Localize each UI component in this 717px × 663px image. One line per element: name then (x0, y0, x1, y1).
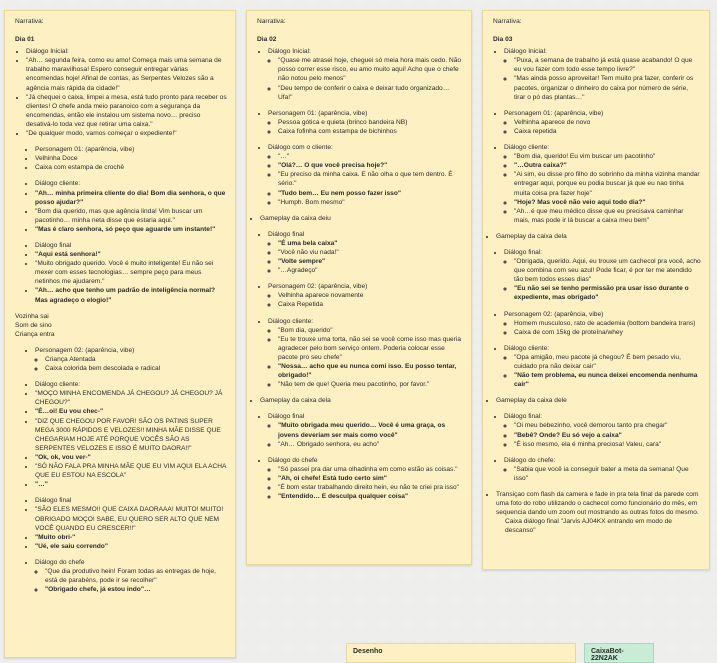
day-title: Dia 02 (257, 36, 277, 44)
character-label: • Personagem 02: (aparência, vibe) (268, 282, 463, 291)
list-item: ◦ "Hoje? Mas você não veio aqui todo dia?" (514, 198, 701, 207)
initial-dialog-label: • Diálogo Inicial: (504, 47, 701, 56)
final-caption: Caixa diálogo final "Jarvis AJ04KX entrando em modo de descanso" (505, 518, 672, 535)
character-label: • Personagem 02: (aparência, vibe) (504, 310, 701, 319)
list-item: • "Muito obri-" (35, 533, 227, 542)
boss-dialog-label: • Diálogo do chefe: (504, 456, 701, 465)
narrative-note-day-03[interactable] (482, 10, 710, 570)
character-label: • Personagem 01: (aparência, vibe) (268, 109, 463, 118)
sublist-wrap (268, 152, 463, 207)
sublist-wrap (504, 118, 701, 136)
list-item: ◦ "É isso mesmo, ela é minha preciosa! Valeu, cara" (514, 440, 701, 449)
final-dialog-label: • Diálogo final (268, 230, 463, 239)
list-item: • "De qualquer modo, vamos começar o expediente!" (26, 129, 227, 138)
list-item: • "SÓ NÃO FALA PRA MINHA MÃE QUE EU VIM AQUI ELA ACHA QUE EU ESTOU NA ESCOLA" (35, 462, 227, 480)
list-item: ◦ "Obrigado chefe, já estou indo"… (45, 585, 227, 594)
list-item: ◦ "Bom dia, querido! Eu vim buscar um pacotinho" (514, 152, 701, 161)
sublist-wrap (504, 353, 701, 389)
sublist-wrap (268, 118, 463, 136)
list-item: ◦ Velhinha aparece de novo (514, 118, 701, 127)
list-item: • "…" (35, 480, 227, 489)
gameplay-1 (493, 232, 701, 241)
list-item: ◦ "Deu tempo de conferir o caixa e deixar tudo organizado… Ufa!" (278, 84, 463, 102)
list-item: • "Bom dia querido, mas que agência linda! Vim buscar um pacotinho… minha neta disse que estaria aqui." (35, 207, 227, 225)
list-item: ◦ Caixa Repetida (278, 300, 463, 309)
list-item: ◦ "Sabia que você ia conseguir bater a meta da semana! Que isso" (514, 465, 701, 483)
gameplay-1 (257, 214, 463, 223)
list-item: • "Já chequei o caixa, limpei a mesa, está tudo pronto para receber os clientes! O chefe anda meio paranoico com a segurança da encomendas, então ele instalou um sistema novo… preciso desativá-lo toda vez que retirar uma caixa." (26, 93, 227, 129)
list-item: ◦ "Não tem de que! Queria meu pacotinho, por favor." (278, 380, 463, 389)
list-item: ◦ "Quase me atrasei hoje, cheguei só meia hora mais cedo. Não posso correr esse risco, eu amo muito aqui! Acho que o chefe não notou pelo menos" (278, 56, 463, 83)
list-item: • "Ah… minha primeira cliente do dia! Bom dia senhora, o que posso ajudar?" (35, 189, 227, 207)
client-dialog-label: • Diálogo cliente: (504, 344, 701, 353)
list-item: ◦ Caixa fofinha com estampa de bichinhos (278, 127, 463, 136)
list-item: ◦ "Ah, oi chefe! Está tudo certo sim" (278, 474, 463, 483)
list-item: • "MOÇO MINHA ENCOMENDA JÁ CHEGOU? JÁ CHEGOU? JÁ CHEGOU?" (35, 389, 227, 407)
client-dialog-label: • Diálogo cliente: (504, 143, 701, 152)
day-01-list (15, 47, 227, 138)
list-item: ◦ Homem musculoso, rato de academia (bottom bandeira trans) (514, 319, 701, 328)
character-label: • Personagem 01: (aparência, vibe) (504, 109, 701, 118)
list-item: ◦ Velhinha aparece novamente (278, 291, 463, 300)
list-item: ◦ "Você não viu nada!" (278, 248, 463, 257)
list-item: ◦ "Volte sempre" (278, 257, 463, 266)
list-item: ◦ "Nossa… acho que eu nunca comi isso. Eu posso tentar, obrigado!" (278, 362, 463, 380)
list-item: ◦ "Mas ainda posso aproveitar! Tem muito pra fazer, conferir os pacotes, organizar o dinheiro do caixa por número de série, tirar o pó das plantas…" (514, 74, 701, 101)
list-item: ◦ Caixa colorida bem descolada e radical (45, 364, 227, 373)
character-2-block (15, 346, 227, 594)
sublist-wrap (504, 421, 701, 448)
list-item: • "Muito obrigado querido. Você é muito inteligente! Eu não sei mexer com esses tecnologias… sempre peço para meus netinhos me ajudarem." (35, 259, 227, 286)
sublist-wrap (504, 56, 701, 101)
final-dialog-label: • Diálogo final: (504, 248, 701, 257)
list-item: ◦ Criança Atentada (45, 355, 227, 364)
day-02-list-b (257, 230, 463, 390)
stage-line: Criança entra (15, 330, 55, 338)
day-title: Dia 01 (15, 36, 35, 44)
list-item: • "DIZ QUE CHEGOU POR FAVOR! SÃO OS PATINS SUPER MEGA 3000 RÁPIDOS E VELOZES!! MINHA MÃE DISSE QUE CHEGARIAM HOJE ATÉ PORQUE VOCÊS SÃO AS SERPENTES VELOZES E ISSO É MUITO DAORA!!" (35, 417, 227, 453)
list-item: • "Mas é claro senhora, só peço que aguarde um instante!" (35, 225, 227, 234)
drawing-note-partial[interactable] (346, 643, 576, 663)
list-item: ◦ "Opa amigão, meu pacote já chegou? É bem pesado viu, cuidado pra não deixar cair" (514, 353, 701, 371)
list-item: ◦ "Que dia produtivo hein! Foram todas as entregas de hoje, está de parabéns, pode ir se recolher" (45, 567, 227, 585)
list-item: ◦ "Só passei pra dar uma olhadinha em como estão as coisas." (278, 465, 463, 474)
list-item: • "Ok, ok, vou ver-" (35, 453, 227, 462)
transition-block (493, 490, 701, 517)
narrative-note-day-02[interactable] (246, 10, 472, 565)
list-item: ◦ "Humph. Bom mesmo" (278, 198, 463, 207)
initial-dialog-label: • Diálogo Inicial: (268, 47, 463, 56)
list-item: ◦ Pessoa gótica e quieta (brinco bandeira NB) (278, 118, 463, 127)
list-item: • Caixa com estampa de crochê (35, 163, 227, 172)
list-item: ◦ "Ai sim, eu disse pro filho do sobrinho da minha vizinha mandar entregar aqui, porque eu podia buscar já que eu nao tinha muita coisa pra fazer hoje" (514, 170, 701, 197)
sublist-wrap (504, 319, 701, 337)
sublist-wrap (268, 421, 463, 448)
list-item: ◦ "Eu não sei se tenho permissão pra usar isso durante o expediente, mas obrigado" (514, 284, 701, 302)
drawing-note-label: Desenho (353, 648, 383, 655)
list-item: ◦ Caixa de com 15kg de proteína/whey (514, 328, 701, 337)
day-02-list (257, 47, 463, 207)
final-dialog-label: • Diálogo final (35, 241, 227, 250)
client-dialog-label: • Diálogo cliente: (268, 317, 463, 326)
initial-dialog-label: Diálogo Inicial: (26, 48, 69, 56)
list-item: ◦ "Ah… Obrigado senhora, eu acho" (278, 440, 463, 449)
final-dialog-label: • Diálogo final (35, 496, 227, 505)
final-dialog-label: • Diálogo final: (504, 412, 701, 421)
stage-line: Som de sino (15, 321, 52, 329)
list-item: ◦ "Ah…é que meu médico disse que eu precisava caminhar mais, mas pode ir lá buscar a caixa meu bem" (514, 207, 701, 225)
list-item: ◦ "Eu te trouxe uma torta, não sei se você come isso mas queria agradecer pelo bom serviço ontem. Poderia colocar esse pacote pro seu chefe" (278, 335, 463, 362)
caixabot-tag[interactable] (584, 643, 654, 663)
gameplay-label: • Gameplay da caixa deiu (260, 214, 463, 223)
list-item: ◦ "…" (278, 152, 463, 161)
stage-directions (15, 312, 227, 339)
gameplay-label: • Gameplay da caixa dele (496, 396, 701, 405)
list-item: ◦ "…Outra caixa?" (514, 161, 701, 170)
list-item: ◦ Caixa repetida (514, 127, 701, 136)
character-label: • Personagem 02: (aparência, vibe) (35, 346, 227, 355)
list-item: ◦ "Muito obrigada meu querido… Você é uma graça, os jovens deveriam ser mais como você" (278, 421, 463, 439)
list-item: ◦ "Eu preciso da minha caixa. E não olha o que tem dentro. É sério." (278, 170, 463, 188)
gameplay-2 (257, 396, 463, 405)
character-label: • Personagem 01: (aparência, vibe) (35, 145, 227, 154)
list-item: ◦ "Tudo bem… Eu nem posso fazer isso" (278, 189, 463, 198)
sublist-wrap (35, 355, 227, 373)
day-02-list-c (257, 412, 463, 501)
list-item: • "SÃO ELES MESMO!! QUE CAIXA DAORAAA! MUITO! MUITO! OBRIGADO MOÇO! SABE, EU QUERO SER ALTO QUE NEM VOCÊ QUANDO EU CRESCER!!" (35, 505, 227, 532)
list-item: ◦ "Bebê? Onde? Eu só vejo a caixa" (514, 431, 701, 440)
sublist-wrap (504, 465, 701, 483)
list-item: ◦ "Entendido… E desculpa qualquer coisa" (278, 492, 463, 501)
sublist-wrap (268, 291, 463, 309)
sublist-wrap (268, 56, 463, 101)
list-item: • "Ué, ele saiu correndo" (35, 542, 227, 551)
gameplay-2 (493, 396, 701, 405)
list-item: ◦ "É uma bela caixa" (278, 239, 463, 248)
list-item: ◦ "É bom estar trabalhando direito hein, eu não te criei pra isso" (278, 483, 463, 492)
day-03-list-c (493, 412, 701, 483)
sublist-wrap (268, 239, 463, 275)
sublist-wrap (504, 152, 701, 225)
client-dialog-label: • Diálogo com o cliente: (268, 143, 463, 152)
sublist-wrap (504, 257, 701, 302)
gameplay-label: • Gameplay da caixa dela (260, 396, 463, 405)
list-item: • "Aqui está senhora!" (35, 250, 227, 259)
list-item: ◦ "Não tem problema, eu nunca deixei encomenda nenhuma cair" (514, 371, 701, 389)
list-item: ◦ "Obrigada, querido. Aqui, eu trouxe um cachecol pra você, acho que combina com seu azul! Pode ficar, é por ter me atendido tão bem todos esses dias" (514, 257, 701, 284)
list-item: • Velhinha Doce (35, 154, 227, 163)
list-item: ◦ "…Agradeço" (278, 266, 463, 275)
narrative-note-day-01[interactable] (4, 10, 236, 658)
client-dialog-label: • Diálogo cliente: (35, 380, 227, 389)
list-item: ◦ "Oi meu bebezinho, você demorou tanto pra chegar" (514, 421, 701, 430)
list-item: ◦ "Olá?… O que você precisa hoje?" (278, 161, 463, 170)
day-title: Dia 03 (493, 36, 513, 44)
list-item: ◦ "Bom dia, querido" (278, 326, 463, 335)
list-item (26, 47, 227, 56)
sublist-wrap (35, 567, 227, 594)
sublist-wrap (268, 326, 463, 390)
note-header: Narrativa: (257, 18, 286, 25)
boss-dialog-label: • Diálogo do chefe (268, 456, 463, 465)
transition-text: • Transiçao com flash da camera e fade in pra tela final da parede com uma foto do robo utilizando o cachecol como funcionário do mês, em sequencia dando um zoom out mostrando as outras fotos do mesmo. (496, 490, 701, 517)
sublist-wrap (268, 465, 463, 501)
list-item: ◦ "Puxa, a semana de trabalho já está quase acabando! O que eu vou fazer com todo esse tempo livre?" (514, 56, 701, 74)
list-item: • "É…oi! Eu vou chec-" (35, 407, 227, 416)
list-item: • "Ah… acho que tenho um padrão de inteligência normal? Mas agradeço o elogio!" (35, 286, 227, 304)
list-item: • "Ah… segunda feira, como eu amo! Começa mais uma semana de trabalho maravilhosa! Espero conseguir entregar várias encomendas hoje! Afinal de contas, as Serpentes Velozes são a agência mais rápida da cidade!" (26, 56, 227, 92)
stage-line: Vozinha sai (15, 312, 49, 320)
caixabot-tag-label: CaixaBot-22N2AK (591, 648, 624, 662)
note-header: Narrativa: (493, 18, 522, 25)
note-header: Narrativa: (15, 18, 44, 25)
gameplay-label: • Gameplay da caixa dela (496, 232, 701, 241)
client-dialog-label: • Diálogo cliente: (35, 179, 227, 188)
day-03-list-b (493, 248, 701, 389)
boss-dialog-label: • Diálogo do chefe (35, 558, 227, 567)
day-03-list (493, 47, 701, 225)
final-dialog-label: • Diálogo final (268, 412, 463, 421)
character-1-block (15, 145, 227, 305)
